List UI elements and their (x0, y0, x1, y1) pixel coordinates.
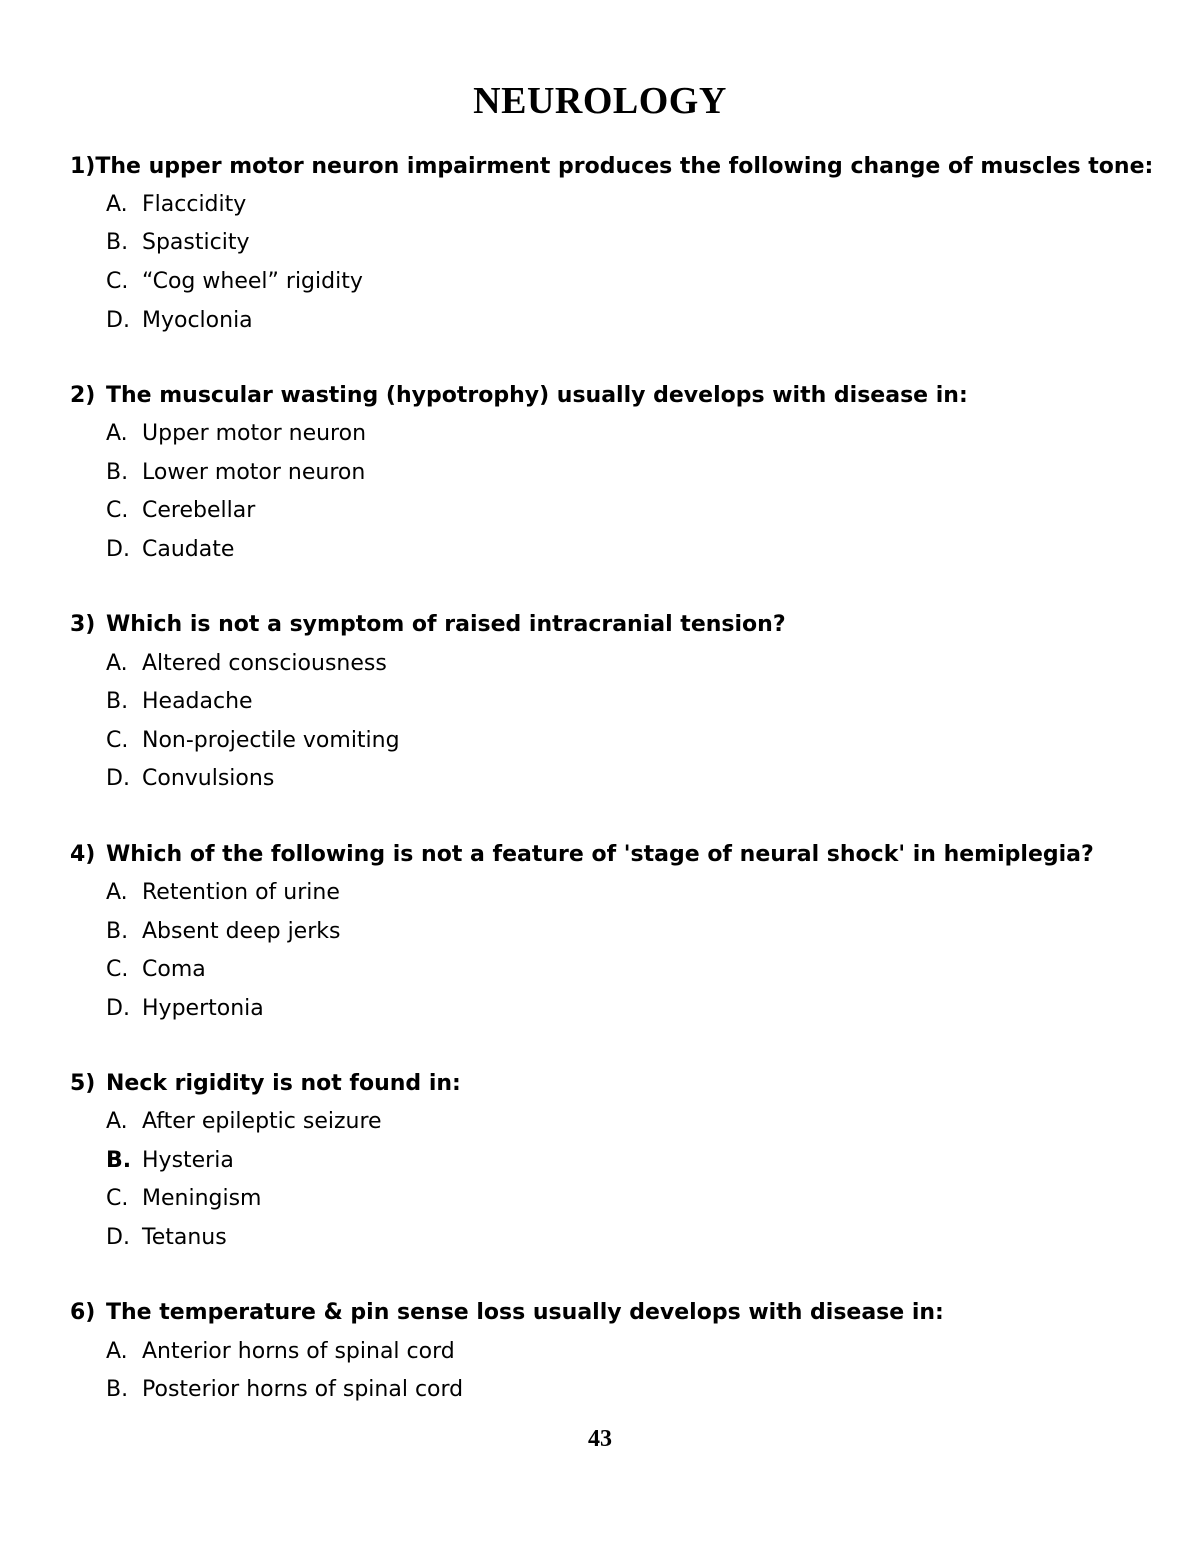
option-text: Posterior horns of spinal cord (142, 1377, 464, 1403)
option-letter: C. (106, 727, 129, 753)
option-c (70, 721, 1150, 760)
question-5 (70, 1065, 1150, 1257)
option-text: Tetanus (142, 1225, 227, 1251)
option-text: Lower motor neuron (142, 459, 366, 485)
question-stem (70, 376, 1150, 414)
option-letter: D. (106, 766, 130, 792)
question-number: 5) (70, 1071, 96, 1096)
question-number: 1) (70, 153, 96, 179)
option-text: Cerebellar (142, 498, 256, 524)
question-number: 6) (70, 1300, 96, 1326)
option-letter: C. (106, 498, 129, 524)
option-letter: D. (106, 536, 130, 562)
option-letter: C. (106, 268, 129, 294)
option-b (70, 453, 1150, 492)
option-letter: C. (106, 1186, 129, 1212)
question-6 (70, 1294, 1150, 1409)
option-text: Myoclonia (142, 307, 253, 333)
option-text: Absent deep jerks (142, 918, 341, 944)
option-b (70, 912, 1150, 951)
option-letter: D. (106, 307, 130, 333)
question-3 (70, 606, 1150, 798)
option-d (70, 1218, 1150, 1257)
option-a (70, 185, 1150, 224)
question-stem (70, 606, 1150, 644)
option-letter: A. (106, 1338, 128, 1364)
option-b (70, 1141, 1150, 1180)
option-text: “Cog wheel” rigidity (142, 268, 363, 294)
option-text: Convulsions (142, 766, 275, 792)
question-text: The upper motor neuron impairment produces the following change of muscles tone: (95, 153, 1154, 179)
option-a (70, 414, 1150, 453)
question-text: Neck rigidity is not found in: (106, 1071, 461, 1096)
option-text: Spasticity (142, 230, 250, 256)
option-letter: A. (106, 650, 128, 676)
question-list (70, 147, 1154, 1446)
question-stem (70, 835, 1150, 873)
option-letter: D. (106, 1225, 130, 1251)
option-d (70, 989, 1150, 1028)
option-letter: B. (106, 918, 129, 944)
question-stem (70, 1294, 1150, 1332)
question-number: 3) (70, 612, 96, 638)
option-text: Coma (142, 957, 206, 983)
option-letter: B. (106, 459, 129, 485)
option-text: Non-projectile vomiting (142, 727, 400, 753)
option-letter: B. (106, 1377, 129, 1403)
option-letter: B. (106, 689, 129, 715)
option-c (70, 1180, 1150, 1219)
option-text: Caudate (142, 536, 235, 562)
option-letter: C. (106, 957, 129, 983)
option-letter: B. (106, 230, 129, 256)
option-b (70, 224, 1150, 263)
question-1 (70, 147, 1154, 339)
question-2 (70, 376, 1150, 568)
option-letter: A. (106, 1109, 128, 1135)
page-number: 43 (588, 1426, 612, 1452)
option-text: Hysteria (142, 1147, 234, 1173)
question-number: 4) (70, 841, 96, 867)
option-a (70, 1103, 1150, 1142)
option-a (70, 873, 1150, 912)
question-text: The muscular wasting (hypotrophy) usually develops with disease in: (106, 382, 968, 408)
option-text: Headache (142, 689, 253, 715)
option-d (70, 530, 1150, 569)
option-d (70, 301, 1150, 340)
page-title: NEUROLOGY (473, 80, 727, 122)
option-letter: A. (106, 191, 128, 217)
question-text: Which is not a symptom of raised intracranial tension? (106, 612, 786, 638)
option-letter: B. (106, 1147, 132, 1173)
question-4 (70, 835, 1150, 1027)
option-text: Altered consciousness (142, 650, 387, 676)
option-letter: D. (106, 995, 130, 1021)
option-a (70, 1332, 1150, 1371)
question-text: Which of the following is not a feature of 'stage of neural shock' in hemiplegia? (106, 841, 1094, 867)
option-text: Hypertonia (142, 995, 264, 1021)
option-d (70, 760, 1150, 799)
question-stem (70, 147, 1154, 185)
option-text: Upper motor neuron (142, 421, 367, 447)
option-b (70, 682, 1150, 721)
option-text: After epileptic seizure (142, 1109, 382, 1135)
option-letter: A. (106, 421, 128, 447)
option-text: Meningism (142, 1186, 262, 1212)
option-c (70, 262, 1150, 301)
option-a (70, 644, 1150, 683)
option-c (70, 950, 1150, 989)
question-text: The temperature & pin sense loss usually develops with disease in: (106, 1300, 944, 1326)
question-stem (70, 1065, 1150, 1103)
option-letter: A. (106, 879, 128, 905)
option-text: Anterior horns of spinal cord (142, 1338, 455, 1364)
question-number: 2) (70, 382, 96, 408)
option-text: Flaccidity (142, 191, 247, 217)
option-b (70, 1370, 1150, 1409)
option-text: Retention of urine (142, 879, 340, 905)
option-c (70, 492, 1150, 531)
